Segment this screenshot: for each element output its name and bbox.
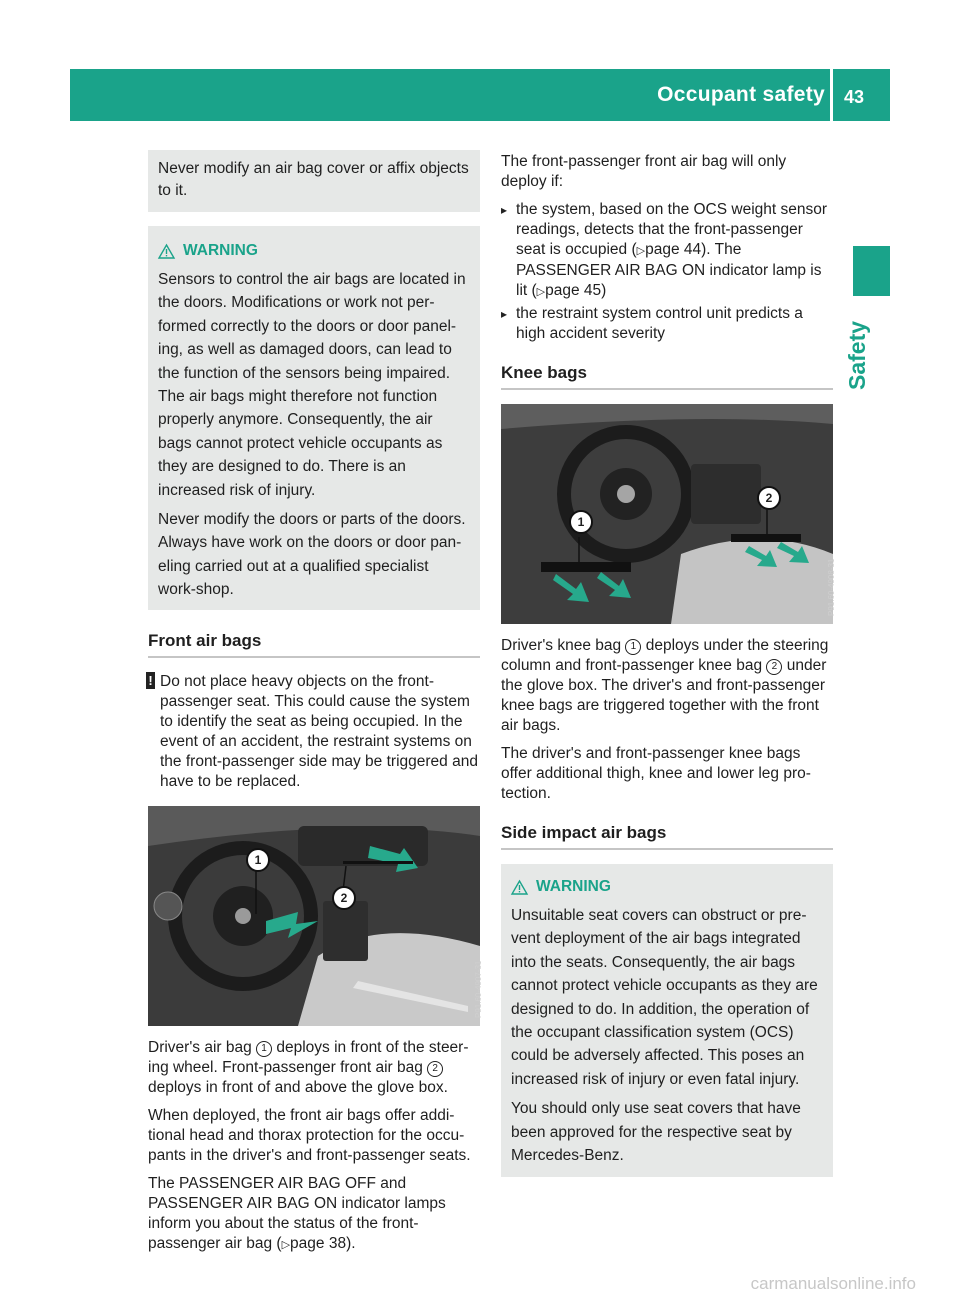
callout-2-inline: 2: [427, 1061, 443, 1077]
list-item: [501, 200, 833, 302]
caution-note: [148, 672, 480, 792]
warning-title-text: WARNING: [183, 242, 258, 259]
page-ref-arrow-icon: ▷: [536, 286, 546, 298]
warning-title: [511, 876, 823, 898]
warning-triangle-icon: [158, 244, 175, 259]
warning-paragraph: Never modify the doors or parts of the doors. Always have work on the doors or door pan-eling carried out at a qualified specialist work-shop.: [158, 511, 466, 599]
callout-2-inline: 2: [766, 659, 782, 675]
page-reference-link[interactable]: page 38: [290, 1234, 347, 1252]
front-air-bags-heading: Front air bags: [148, 630, 480, 658]
callout-1: 1: [569, 510, 593, 534]
callout-2: 2: [332, 886, 356, 910]
page-ref-arrow-icon: ▷: [281, 1238, 291, 1251]
warning-box-seat-covers: [501, 864, 833, 1177]
text-fragment: deploys under the steering column and front-passenger knee bag: [501, 637, 829, 674]
warning-title: [158, 240, 470, 262]
side-impact-heading: Side impact air bags: [501, 822, 833, 850]
text-fragment: ). The PASSENGER AIR BAG ON indicator lamp is lit (: [516, 241, 822, 299]
text-fragment: The PASSENGER AIR BAG OFF and PASSENGER AIR BAG ON indicator lamps inform you about the status of the front-passenger air bag (: [148, 1174, 446, 1252]
front-airbags-description: [148, 1038, 480, 1098]
image-code: P91.60-4908-31: [827, 558, 836, 616]
section-title: Occupant safety: [657, 83, 825, 106]
intro-note-text: Never modify an air bag cover or affix objects to it.: [158, 160, 469, 199]
knee-bags-illustration: [501, 404, 836, 624]
side-section-label: Safety: [844, 320, 870, 390]
text-fragment: Driver's air bag: [148, 1038, 252, 1056]
cockpit-image: [148, 806, 480, 1026]
callout-1-inline: 1: [625, 639, 641, 655]
page-number: 43: [844, 87, 865, 107]
warning-paragraph: You should only use seat covers that have been approved for the respective seat by Mercedes-Benz.: [511, 1100, 801, 1165]
intro-note-box: [148, 150, 480, 212]
caution-note-text: Do not place heavy objects on the front-passenger seat. This could cause the system to identify the seat as being occupied. In the event of an accident, the restraint systems on the front-passenger side may be triggered and have to be replaced.: [160, 672, 478, 790]
warning-triangle-icon: [511, 880, 528, 895]
watermark: carmanualsonline.info: [750, 1274, 916, 1293]
callout-1: 1: [246, 848, 270, 872]
image-code: P91.60-4907-31: [474, 960, 483, 1018]
knee-bags-description: [501, 636, 833, 736]
page-ref-arrow-icon: ▷: [636, 245, 646, 257]
knee-bags-heading: Knee bags: [501, 362, 833, 390]
warning-paragraph: Unsuitable seat covers can obstruct or pre-vent deployment of the air bags integrated into the seats. Consequently, the air bags cannot protect vehicle occupants as they are designed to do. In addition, the operation of the occupant classification system (OCS) could be adversely affected. This poses an increased risk of injury or even fatal injury.: [511, 907, 818, 1088]
warning-paragraph: Sensors to control the air bags are located in the doors. Modifications or work not per-formed correctly to the doors or door panel-ing, as well as damaged doors, can lead to the function of the sensors being impaired. The air bags might therefore not function properly anymore. Consequently, the air bags cannot protect vehicle occupants as they are designed to do. There is an increased risk of injury.: [158, 271, 466, 499]
header-divider: [830, 69, 833, 121]
text-fragment: ).: [346, 1234, 356, 1252]
knee-bags-protection: The driver's and front-passenger knee bags offer additional thigh, knee and lower leg pro-tection.: [501, 745, 811, 802]
left-column: [148, 150, 483, 1263]
text-fragment: deploys in front of the steer-ing wheel. Front-passenger front air bag: [148, 1038, 469, 1076]
text-fragment: Driver's knee bag: [501, 637, 622, 654]
right-column: [501, 152, 836, 1177]
front-airbags-protection: When deployed, the front air bags offer addi-tional head and thorax protection for the occu-pants in the driver's and front-passenger seats.: [148, 1106, 471, 1164]
page-reference-link[interactable]: page 45: [545, 282, 602, 299]
text-fragment: under the glove box. The driver's and front-passenger knee bags are triggered together with the front air bags.: [501, 657, 827, 734]
page-reference-link[interactable]: page 44: [645, 241, 702, 258]
text-fragment: ): [601, 282, 607, 299]
text-fragment: deploys in front of and above the glove box.: [148, 1078, 448, 1096]
knee-bags-image: [501, 404, 833, 624]
callout-1-inline: 1: [256, 1041, 272, 1057]
text-fragment: the system, based on the OCS weight sensor readings, detects that the front-passenger seat is occupied (: [516, 201, 828, 258]
deploy-intro: The front-passenger front air bag will only deploy if:: [501, 153, 787, 190]
warning-box-doors: [148, 226, 480, 610]
callout-2: 2: [757, 486, 781, 510]
deploy-conditions-list: [501, 200, 833, 344]
side-tab-marker: [853, 246, 890, 296]
indicator-lamps-paragraph: [148, 1174, 480, 1255]
exclamation-icon: !: [146, 672, 155, 689]
front-airbags-illustration: [148, 806, 483, 1026]
list-item: ▸ the restraint system control unit predicts a high accident severity: [501, 304, 833, 344]
warning-title-text: WARNING: [536, 878, 611, 895]
